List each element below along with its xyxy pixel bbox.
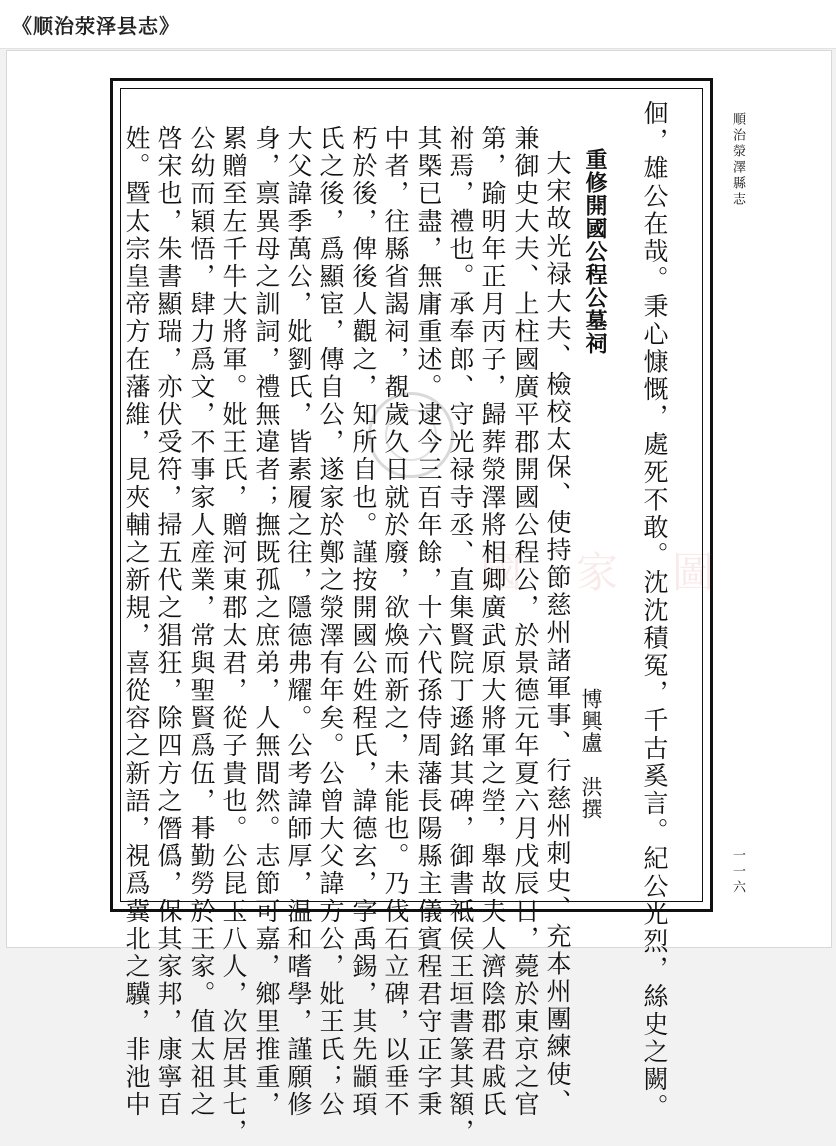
text-column: 祔焉，禮也。承奉郎、守光禄寺丞、直集賢院丁遜銘其碑，御書祗侯王垣書篆其額， [446, 125, 475, 1146]
watermark: 國 家 圖 [480, 548, 721, 597]
text-column: 身，禀異母之訓詞，禮無違者；撫既孤之庶弟，人無間然。志節可嘉，鄉里推重， [252, 125, 281, 1119]
text-column: 氏之後，爲顯宦，傳自公，遂家於鄭之滎澤有年矣。公曾大父諱方公，妣王氏；公 [316, 125, 345, 1119]
text-column: 其槩已盡，無庸重述。逮今三百年餘，十六代孫侍周藩長陽縣主儀賓程君守正字秉 [414, 125, 443, 1119]
book-title: 《顺治荥泽县志》 [12, 14, 180, 38]
page-number: 一一六 [730, 848, 745, 896]
text-column: 公幼而穎悟，肆力爲文，不事家人産業，常與聖賢爲伍，朞勤勞於王家。值太祖之 [187, 125, 216, 1119]
text-column: 第，踰明年正月丙子，歸葬滎澤將相卿廣武原大將軍之塋，舉故夫人濟陰郡君戚氏 [478, 125, 507, 1119]
top-bar [0, 0, 836, 49]
text-column: 大宋故光禄大夫、檢校太保、使持節慈州諸軍事、行慈州刺史、充本州團練使、 [543, 150, 572, 1116]
author-line: 博興盧 洪撰 [579, 688, 603, 820]
text-column: 朽於後，俾後人觀之，知所自也。謹按開國公姓程氏，諱德玄，字禹錫，其先顓頊 [349, 125, 378, 1119]
side-title: 順治滎澤縣志 [730, 112, 745, 208]
text-column: 姓。暨太宗皇帝方在藩維，見夾輔之新規，喜從容之新語，視爲冀北之驥，非池中 [122, 125, 151, 1119]
text-column: 啓宋也，朱書顯瑞，亦伏受符，掃五代之猖狂，除四方之僭僞，保其家邦，康寧百 [154, 125, 183, 1119]
text-column: 兼御史大夫、上柱國廣平郡開國公程公，於景德元年夏六月戊辰日，薨於東京之官 [511, 125, 540, 1119]
text-column: 累贈至左千牛大將軍。妣王氏，贈河東郡太君，從子貴也。公昆玉八人，次居其七， [219, 125, 248, 1146]
text-column: 大父諱季萬公，妣劉氏，皆素履之往，隱德弗耀。公考諱師厚，温和嗜學，謹願修 [284, 125, 313, 1119]
section-heading: 重修開國公程公墓祠 [582, 148, 608, 355]
text-column: 佪，雄公在哉。秉心慷慨，處死不敢。沈沈積冤，千古奚言。紀公光烈，絲史之闕。 [640, 100, 669, 1122]
text-column: 中者，往縣省謁祠，覩歲久日就於廢，欲煥而新之，未能也。乃伐石立碑，以垂不 [381, 125, 410, 1119]
